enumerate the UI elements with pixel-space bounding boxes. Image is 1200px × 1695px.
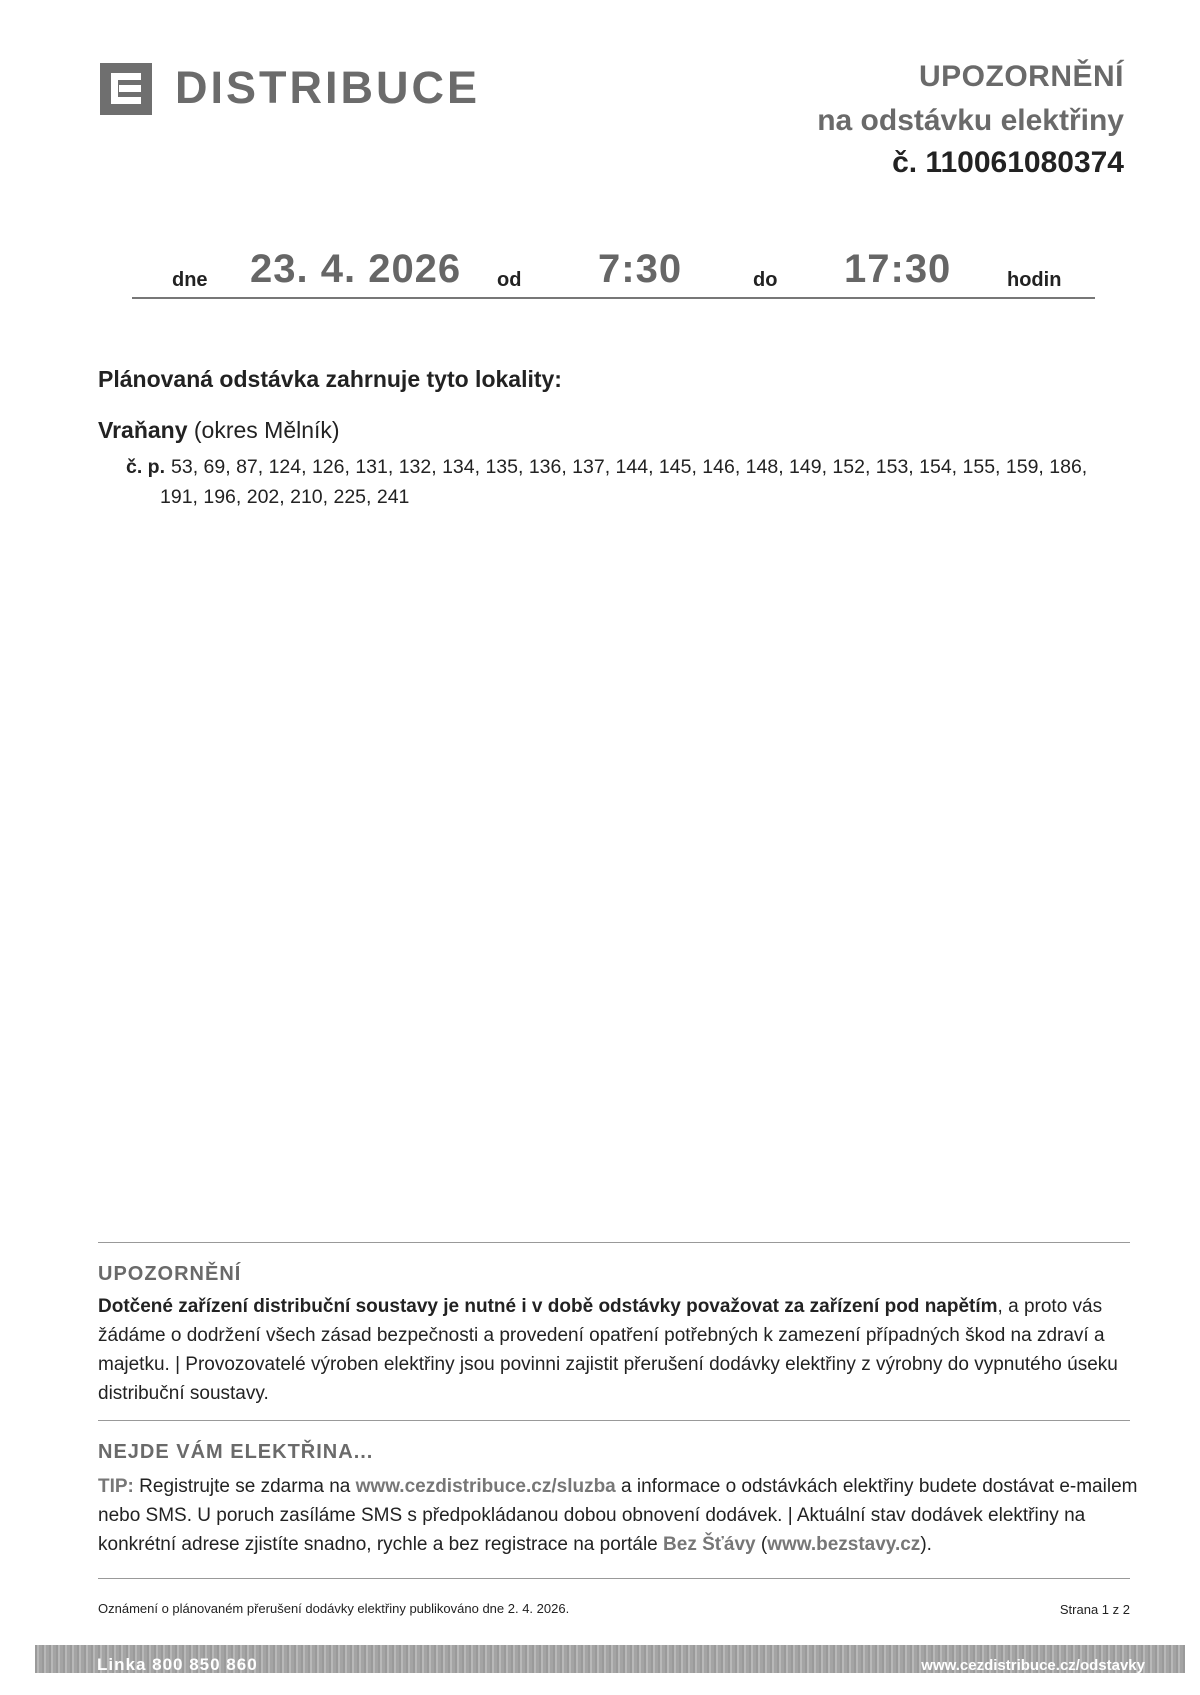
cez-logo-icon: [100, 63, 152, 115]
notice-title: UPOZORNĚNÍ: [918, 60, 1124, 93]
tip-text-4: ).: [920, 1534, 932, 1555]
publication-note: Oznámení o plánovaném přerušení dodávky elektřiny publikováno dne 2. 4. 2026.: [98, 1601, 570, 1616]
hotline-number: Linka 800 850 860: [97, 1655, 258, 1673]
from-time: 7:30: [598, 247, 683, 291]
footer-band: [35, 1645, 1185, 1673]
sluzba-link[interactable]: www.cezdistribuce.cz/sluzba: [355, 1476, 616, 1497]
warning-rest: , a proto vás žádáme o dodržení všech zásad bezpečnosti a provedení opatření potřebných k zamezení případných škod na zdraví a majetku. | Provozovatelé výroben elektřiny jsou povinni zajistit přerušení dodávky elektřiny z výrobny do vypnutého úseku distribuční soustavy.: [98, 1296, 1118, 1404]
divider: [98, 1578, 1130, 1579]
brand-name: DISTRIBUCE: [175, 62, 481, 113]
house-list-line2: 191, 196, 202, 210, 225, 241: [160, 486, 410, 508]
tip-heading: NEJDE VÁM ELEKTŘINA...: [98, 1441, 374, 1463]
tip-label: TIP:: [98, 1476, 134, 1497]
unit-label: hodin: [1007, 269, 1062, 291]
house-numbers: [126, 452, 1126, 512]
locality-town: [98, 417, 340, 444]
divider: [98, 1420, 1130, 1421]
bez-stavy-link[interactable]: Bez Šťávy: [663, 1534, 756, 1555]
localities-heading: Plánovaná odstávka zahrnuje tyto lokality:: [98, 366, 562, 392]
tip-text: [98, 1472, 1138, 1559]
outage-date: 23. 4. 2026: [250, 247, 462, 291]
divider: [98, 1242, 1130, 1243]
tip-text-3: (: [755, 1534, 768, 1555]
day-label: dne: [172, 269, 208, 291]
house-prefix: č. p.: [126, 456, 166, 478]
tip-text-1: Registrujte se zdarma na: [133, 1476, 356, 1497]
schedule-row: [132, 245, 1095, 299]
notice-number: č. 110061080374: [892, 146, 1124, 179]
from-label: od: [497, 269, 522, 291]
tip-text-2: a informace o odstávkách elektřiny budete dostávat e-mailem nebo SMS. U poruch zasíláme SMS s předpokládanou dobou obnovení dodávek. | Aktuální stav dodávek elektřiny na konkrétní adrese zjistíte snadno, rychle a bez registrace na portále: [98, 1476, 1138, 1555]
town-district: (okres Mělník): [193, 417, 340, 443]
page-number: Strana 1 z 2: [1059, 1602, 1130, 1617]
warning-text: [98, 1292, 1138, 1408]
to-time: 17:30: [844, 247, 952, 291]
to-label: do: [753, 269, 778, 291]
outages-url: www.cezdistribuce.cz/odstavky: [921, 1657, 1145, 1673]
bezstavy-url-link[interactable]: www.bezstavy.cz: [767, 1534, 921, 1555]
warning-heading: UPOZORNĚNÍ: [98, 1263, 242, 1285]
house-list-line1: 53, 69, 87, 124, 126, 131, 132, 134, 135, 136, 137, 144, 145, 146, 148, 149, 152, 153, 154, 155, 159, 186,: [171, 456, 1088, 478]
warning-bold: Dotčené zařízení distribuční soustavy je nutné i v době odstávky považovat za zařízení pod napětím: [98, 1296, 998, 1317]
notice-subtitle: na odstávku elektřiny: [817, 104, 1124, 137]
town-name: Vraňany: [98, 417, 188, 443]
